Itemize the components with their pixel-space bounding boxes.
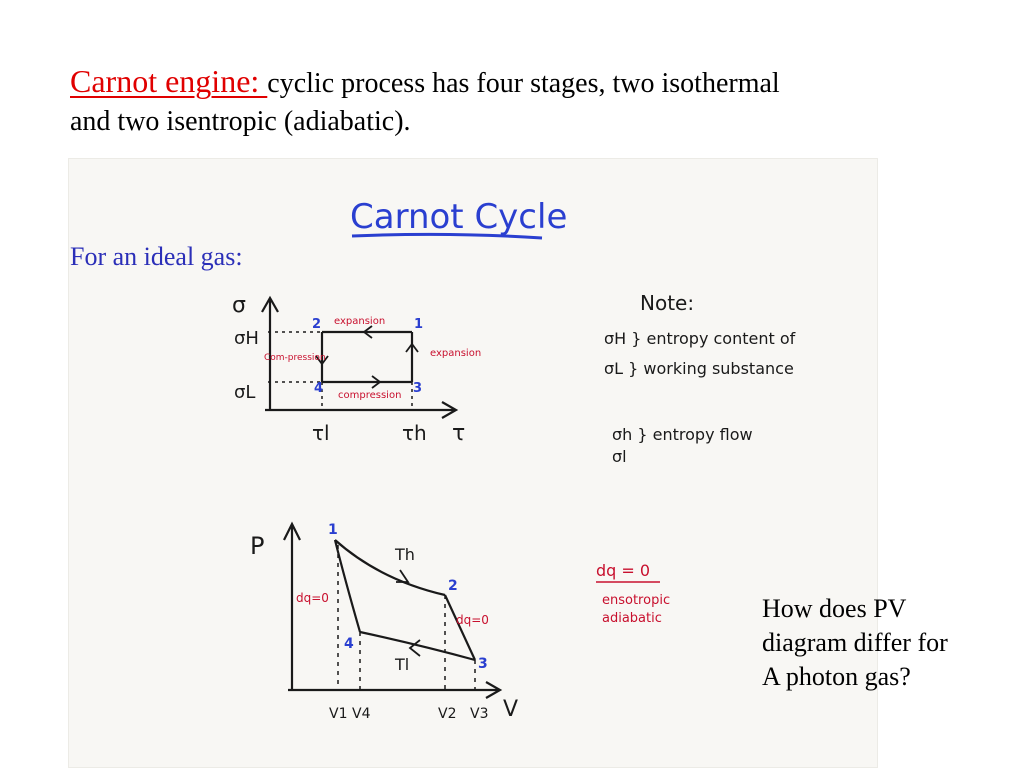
- legend-line2: ensotropic: [602, 593, 671, 608]
- pv-x-axis-label: V: [503, 697, 519, 722]
- note-line2: σL } working substance: [604, 359, 794, 378]
- ts-y-axis-label: σ: [232, 293, 246, 318]
- ts-point-3: 3: [413, 381, 423, 396]
- pv-adiabat-left-label: dq=0: [296, 591, 329, 605]
- pv-y-axis: [284, 524, 300, 690]
- pv-isotherm-upper: [335, 540, 445, 595]
- pv-arrow-lower: [410, 640, 420, 656]
- photon-gas-question: [762, 592, 1012, 694]
- pv-point-2: 2: [448, 578, 458, 594]
- ts-y-tick-low: σL: [234, 382, 256, 403]
- pv-x-axis: [288, 682, 500, 698]
- ts-label-left: Com-pression: [264, 353, 326, 363]
- pv-x-tick-v1: V1: [329, 706, 348, 722]
- pv-x-tick-v4: V4: [352, 706, 371, 722]
- ts-label-top: expansion: [334, 316, 386, 327]
- question-line2: diagram differ for: [762, 628, 948, 657]
- pv-isotherm-lower: [360, 632, 475, 660]
- legend-line3: adiabatic: [602, 611, 662, 626]
- pv-isotherm-lower-label: Tl: [395, 655, 410, 674]
- legend-line1: dq = 0: [596, 561, 651, 580]
- pv-adiabat-right: [445, 595, 475, 660]
- question-line1: How does PV: [762, 594, 907, 623]
- pv-point-1: 1: [328, 522, 338, 538]
- pv-y-axis-label: P: [250, 532, 265, 560]
- pv-isotherm-upper-label: Th: [395, 545, 415, 564]
- note-line1: σH } entropy content of: [604, 329, 796, 348]
- heading-line2: and two isentropic (adiabatic).: [70, 106, 411, 137]
- heading-line1: cyclic process has four stages, two isothermal: [267, 68, 780, 99]
- note-line3: σh } entropy flow: [612, 425, 753, 444]
- ts-x-axis-label: τ: [452, 421, 466, 446]
- pv-adiabat-right-label: dq=0: [456, 613, 489, 627]
- sketch-title: Carnot Cycle: [350, 197, 568, 237]
- ts-point-1: 1: [414, 317, 424, 332]
- pv-point-4: 4: [344, 636, 354, 652]
- ts-label-right: expansion: [430, 348, 482, 359]
- question-line3: A photon gas?: [762, 662, 911, 691]
- ts-y-tick-high: σH: [234, 328, 259, 349]
- note-line4: σl: [612, 447, 627, 466]
- note-heading: Note:: [640, 291, 695, 315]
- pv-x-tick-v3: V3: [470, 706, 489, 722]
- ts-x-axis: [265, 402, 456, 418]
- pv-diagram: [284, 524, 500, 698]
- ts-x-tick-high: τh: [402, 421, 427, 445]
- slide-title: Carnot engine:: [70, 63, 268, 99]
- ts-label-bottom: compression: [338, 390, 402, 401]
- pv-x-tick-v2: V2: [438, 706, 457, 722]
- ideal-gas-label: For an ideal gas:: [70, 242, 243, 271]
- ts-point-4: 4: [314, 381, 324, 396]
- ts-x-tick-low: τl: [312, 421, 330, 445]
- pv-point-3: 3: [478, 656, 488, 672]
- ts-point-2: 2: [312, 317, 322, 332]
